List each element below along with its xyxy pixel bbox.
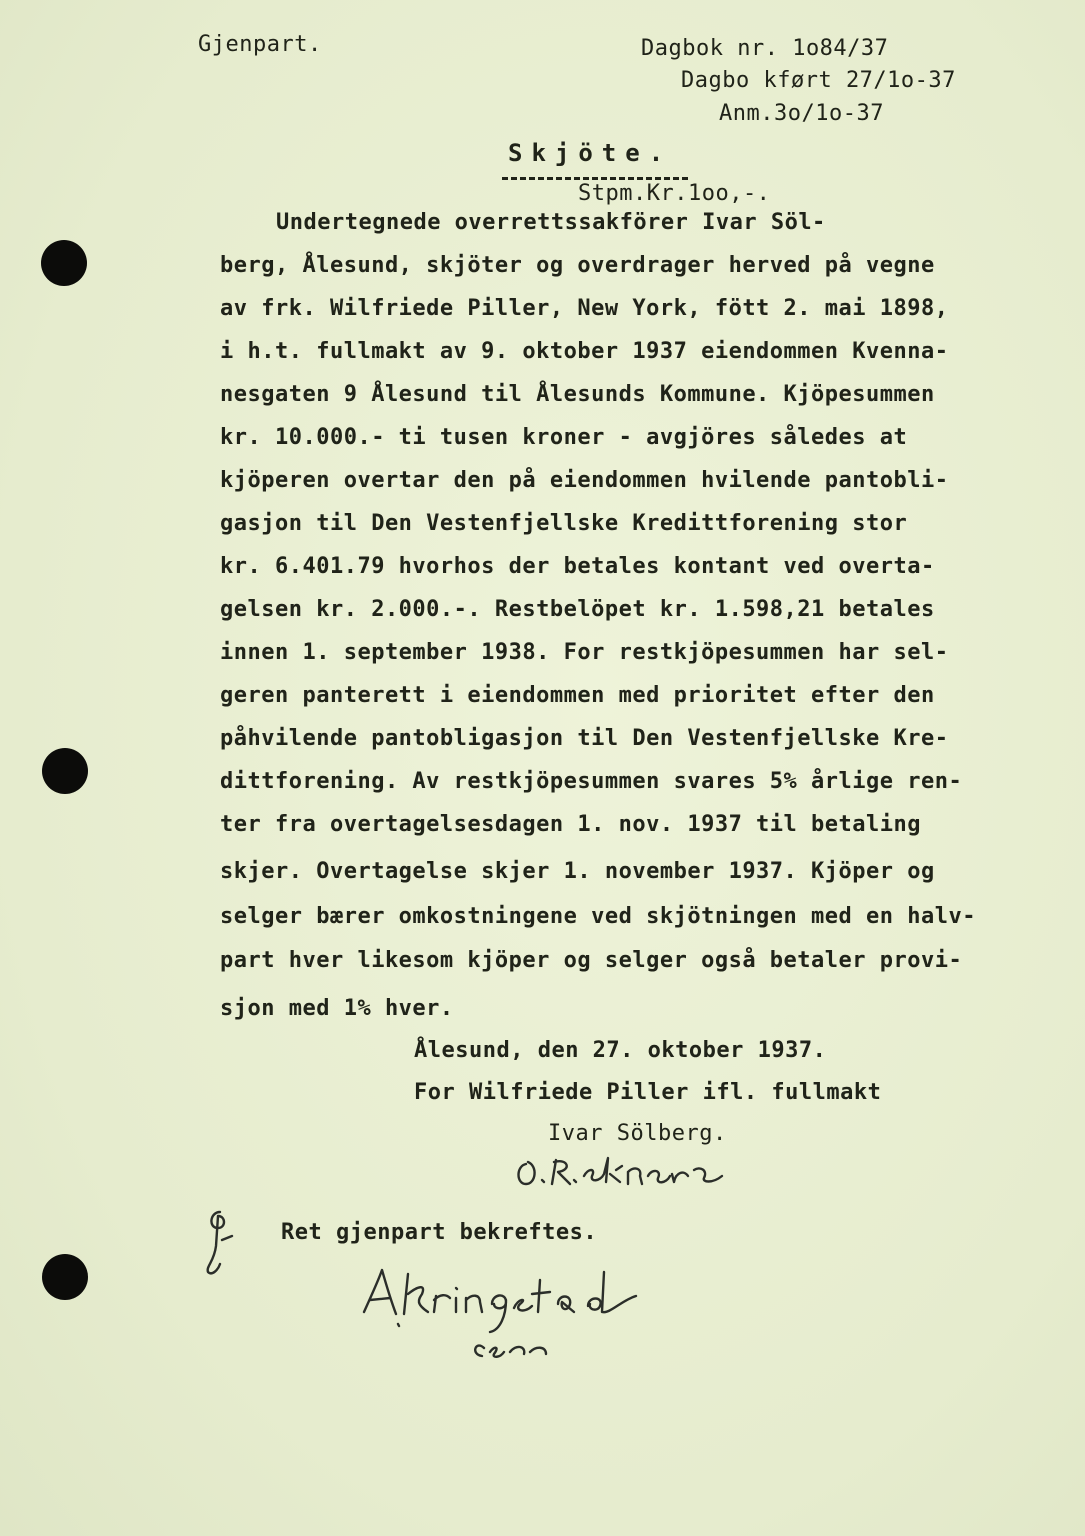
punch-hole-bottom <box>42 1254 88 1300</box>
body-line: påhvilende pantobligasjon til Den Vestenfjellske Kre- <box>220 726 949 751</box>
stamp-duty: Stpm.Kr.1oo,-. <box>578 181 771 206</box>
body-line: i h.t. fullmakt av 9. oktober 1937 eiendommen Kvenna- <box>220 339 949 364</box>
body-line: selger bærer omkostningene ved skjötningen med en halv- <box>220 904 976 929</box>
body-line: kr. 6.401.79 hvorhos der betales kontant ved overta- <box>220 554 935 579</box>
journal-entered: Dagbo kført 27/1o-37 <box>681 68 956 93</box>
lawyer-signature <box>512 1146 742 1196</box>
body-line: part hver likesom kjöper og selger også betaler provi- <box>220 948 963 973</box>
body-line: berg, Ålesund, skjöter og overdrager herved på vegne <box>220 253 935 278</box>
on-behalf-line: For Wilfriede Piller ifl. fullmakt <box>414 1080 882 1105</box>
body-line: nesgaten 9 Ålesund til Ålesunds Kommune. Kjöpesummen <box>220 382 935 407</box>
body-line: kr. 10.000.- ti tusen kroner - avgjöres således at <box>220 425 908 450</box>
initial-mark <box>200 1206 240 1276</box>
certification-text: Ret gjenpart bekreftes. <box>281 1220 598 1245</box>
document-title: Skjöte. <box>508 139 673 167</box>
registration-date: Anm.3o/1o-37 <box>719 101 884 126</box>
body-line: av frk. Wilfriede Piller, New York, fött 2. mai 1898, <box>220 296 949 321</box>
punch-hole-top <box>41 240 87 286</box>
body-line: sjon med 1% hver. <box>220 996 454 1021</box>
body-line: dittforening. Av restkjöpesummen svares 5% årlige ren- <box>220 769 963 794</box>
body-line: Undertegnede overrettssakförer Ivar Söl- <box>276 210 826 235</box>
copy-label: Gjenpart. <box>198 32 322 57</box>
signer-name: Ivar Sölberg. <box>548 1121 727 1146</box>
body-line: skjer. Overtagelse skjer 1. november 1937. Kjöper og <box>220 859 935 884</box>
body-line: ter fra overtagelsesdagen 1. nov. 1937 til betaling <box>220 812 922 837</box>
journal-number: Dagbok nr. 1o84/37 <box>641 36 889 61</box>
punch-hole-middle <box>42 748 88 794</box>
body-line: innen 1. september 1938. For restkjöpesummen har sel- <box>220 640 949 665</box>
title-underline <box>502 177 688 180</box>
body-line: geren panterett i eiendommen med prioritet efter den <box>220 683 935 708</box>
place-date: Ålesund, den 27. oktober 1937. <box>414 1038 827 1063</box>
body-line: gasjon til Den Vestenfjellske Kredittforening stor <box>220 511 908 536</box>
certifier-signature <box>360 1260 660 1370</box>
body-line: gelsen kr. 2.000.-. Restbelöpet kr. 1.598,21 betales <box>220 597 935 622</box>
body-line: kjöperen overtar den på eiendommen hvilende pantobli- <box>220 468 949 493</box>
